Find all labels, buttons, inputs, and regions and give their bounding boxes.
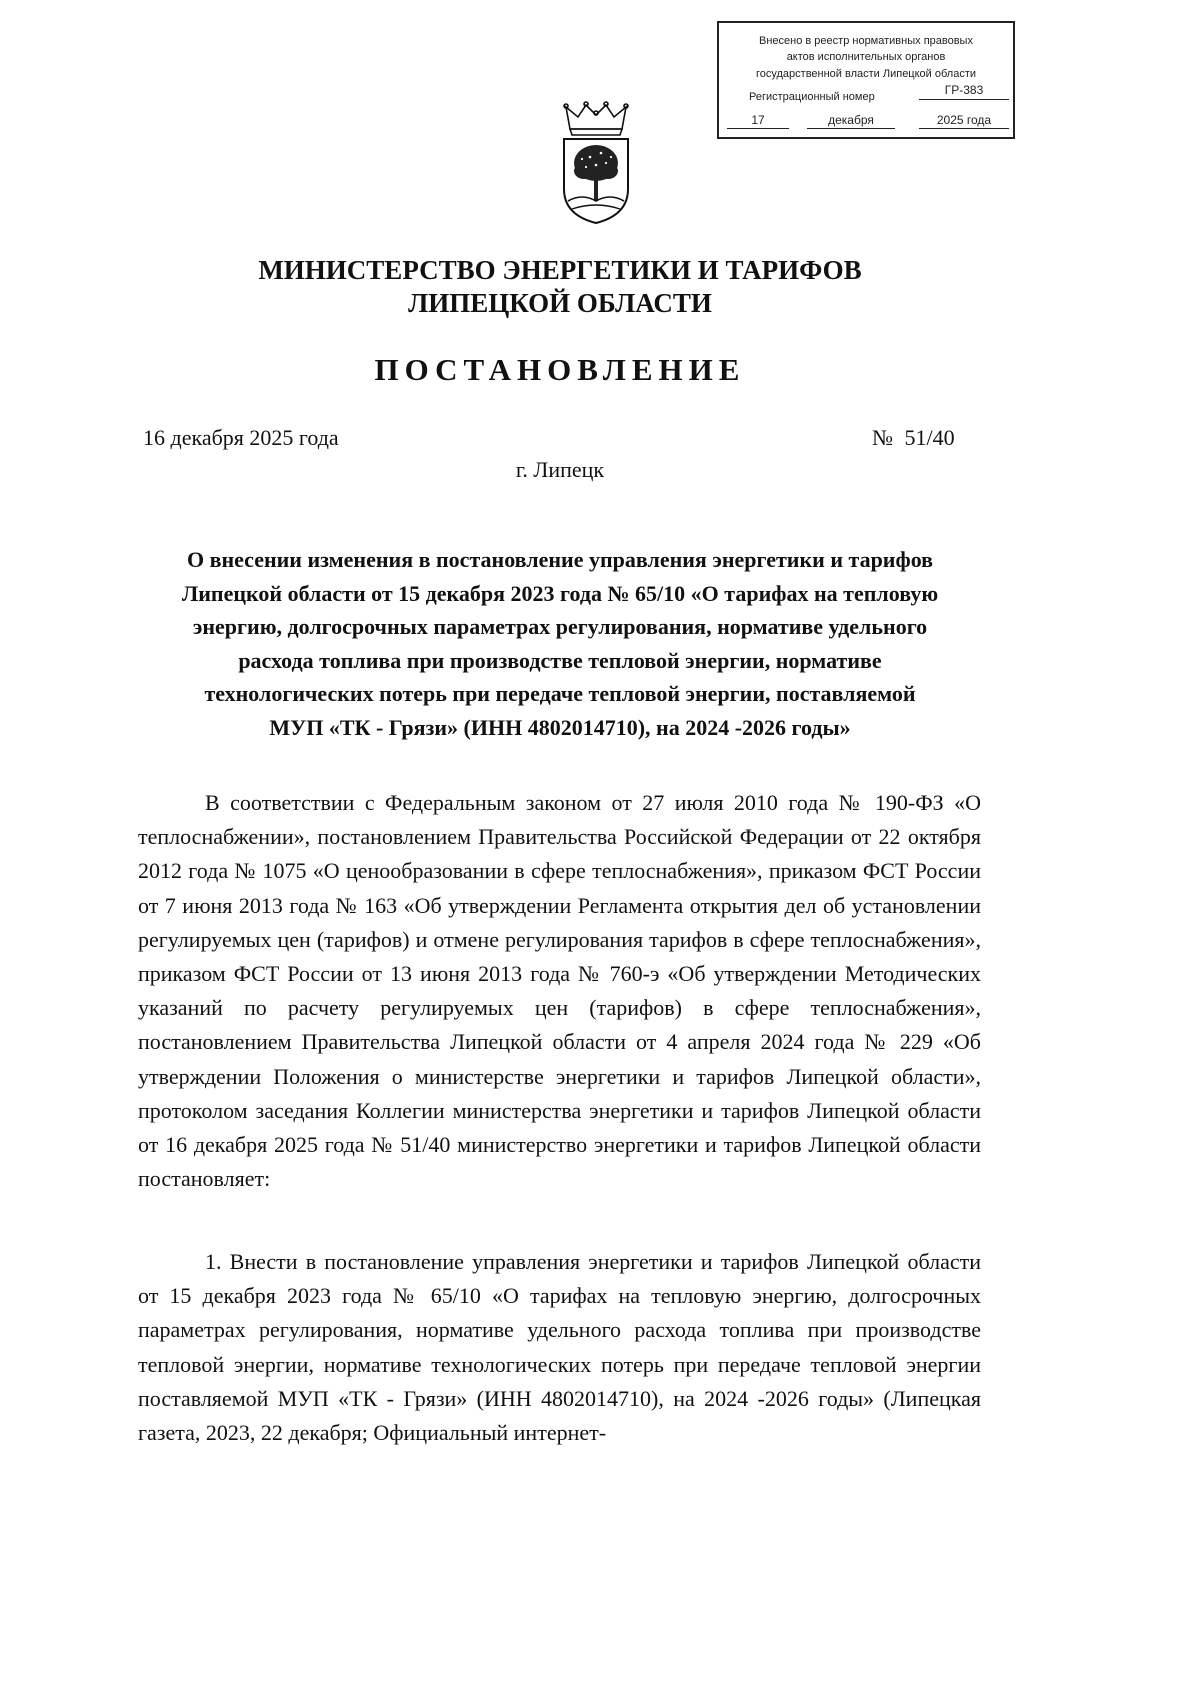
document-city: г. Липецк	[515, 457, 605, 482]
stamp-line-3: государственной власти Липецкой области	[755, 68, 977, 80]
subject-line: МУП «ТК - Грязи» (ИНН 4802014710), на 2024 -2026 годы»	[269, 714, 851, 740]
subject-line: расхода топлива при производстве тепловой энергии, нормативе	[238, 647, 882, 673]
subject-line: Липецкой области от 15 декабря 2023 года № 65/10 «О тарифах на тепловую	[181, 580, 939, 606]
subject-line: энергию, долгосрочных параметрах регулирования, нормативе удельного	[192, 614, 928, 639]
document-number: № 51/40	[872, 425, 955, 450]
subject-line: технологических потерь при передаче тепловой энергии, поставляемой	[204, 681, 916, 706]
stamp-reg-label: Регистрационный номер	[749, 91, 875, 103]
ministry-title-line-2: ЛИПЕЦКОЙ ОБЛАСТИ	[408, 288, 712, 318]
body-paragraph-item-1: 1. Внести в постановление управления энергетики и тарифов Липецкой области от 15 декабря 2023 года № 65/10 «О тарифах на тепловую энергию, долгосрочных параметрах регулирования, нормативе удельного расхода топлива при производстве тепловой энергии, нормативе технологических потерь при передаче тепловой энергии поставляемой МУП «ТК - Грязи» (ИНН 4802014710), на 2024 -2026 годы» (Липецкая газета, 2023, 22 декабря; Официальный интернет-	[138, 1249, 981, 1446]
registry-stamp	[717, 21, 1015, 139]
stamp-line-2: актов исполнительных органов	[786, 51, 946, 63]
document-subject	[140, 543, 980, 744]
stamp-year: 2025 года	[919, 113, 1009, 129]
ministry-title	[0, 254, 1120, 320]
document-date: 16 декабря 2025 года	[143, 425, 339, 450]
stamp-line-1: Внесено в реестр нормативных правовых	[759, 35, 973, 47]
ministry-title-line-1: МИНИСТЕРСТВО ЭНЕРГЕТИКИ И ТАРИФОВ	[258, 255, 862, 285]
stamp-month: декабря	[807, 113, 895, 129]
stamp-day: 17	[727, 113, 789, 129]
document-type: ПОСТАНОВЛЕНИЕ	[374, 352, 746, 387]
subject-line: О внесении изменения в постановление управления энергетики и тарифов	[186, 547, 934, 572]
body-paragraph-preamble: В соответствии с Федеральным законом от 27 июля 2010 года № 190-ФЗ «О теплоснабжении», постановлением Правительства Российской Федерации от 22 октября 2012 года № 1075 «О ценообразовании в сфере теплоснабжения», приказом ФСТ России от 7 июня 2013 года № 163 «Об утверждении Регламента открытия дел об установлении регулируемых цен (тарифов) и отмене регулирования тарифов в сфере теплоснабжения», приказом ФСТ России от 13 июня 2013 года № 760-э «Об утверждении Методических указаний по расчету регулируемых цен (тарифов) в сфере теплоснабжения», постановлением Правительства Липецкой области от 4 апреля 2024 года № 229 «Об утверждении Положения о министерстве энергетики и тарифов Липецкой области», протоколом заседания Коллегии министерства энергетики и тарифов Липецкой области от 16 декабря 2025 года № 51/40 министерство энергетики и тарифов Липецкой области постановляет:	[138, 790, 981, 1192]
stamp-reg-number: ГР-383	[919, 83, 1009, 100]
coat-of-arms-icon	[556, 101, 636, 227]
stamp-date-row	[727, 113, 1009, 131]
